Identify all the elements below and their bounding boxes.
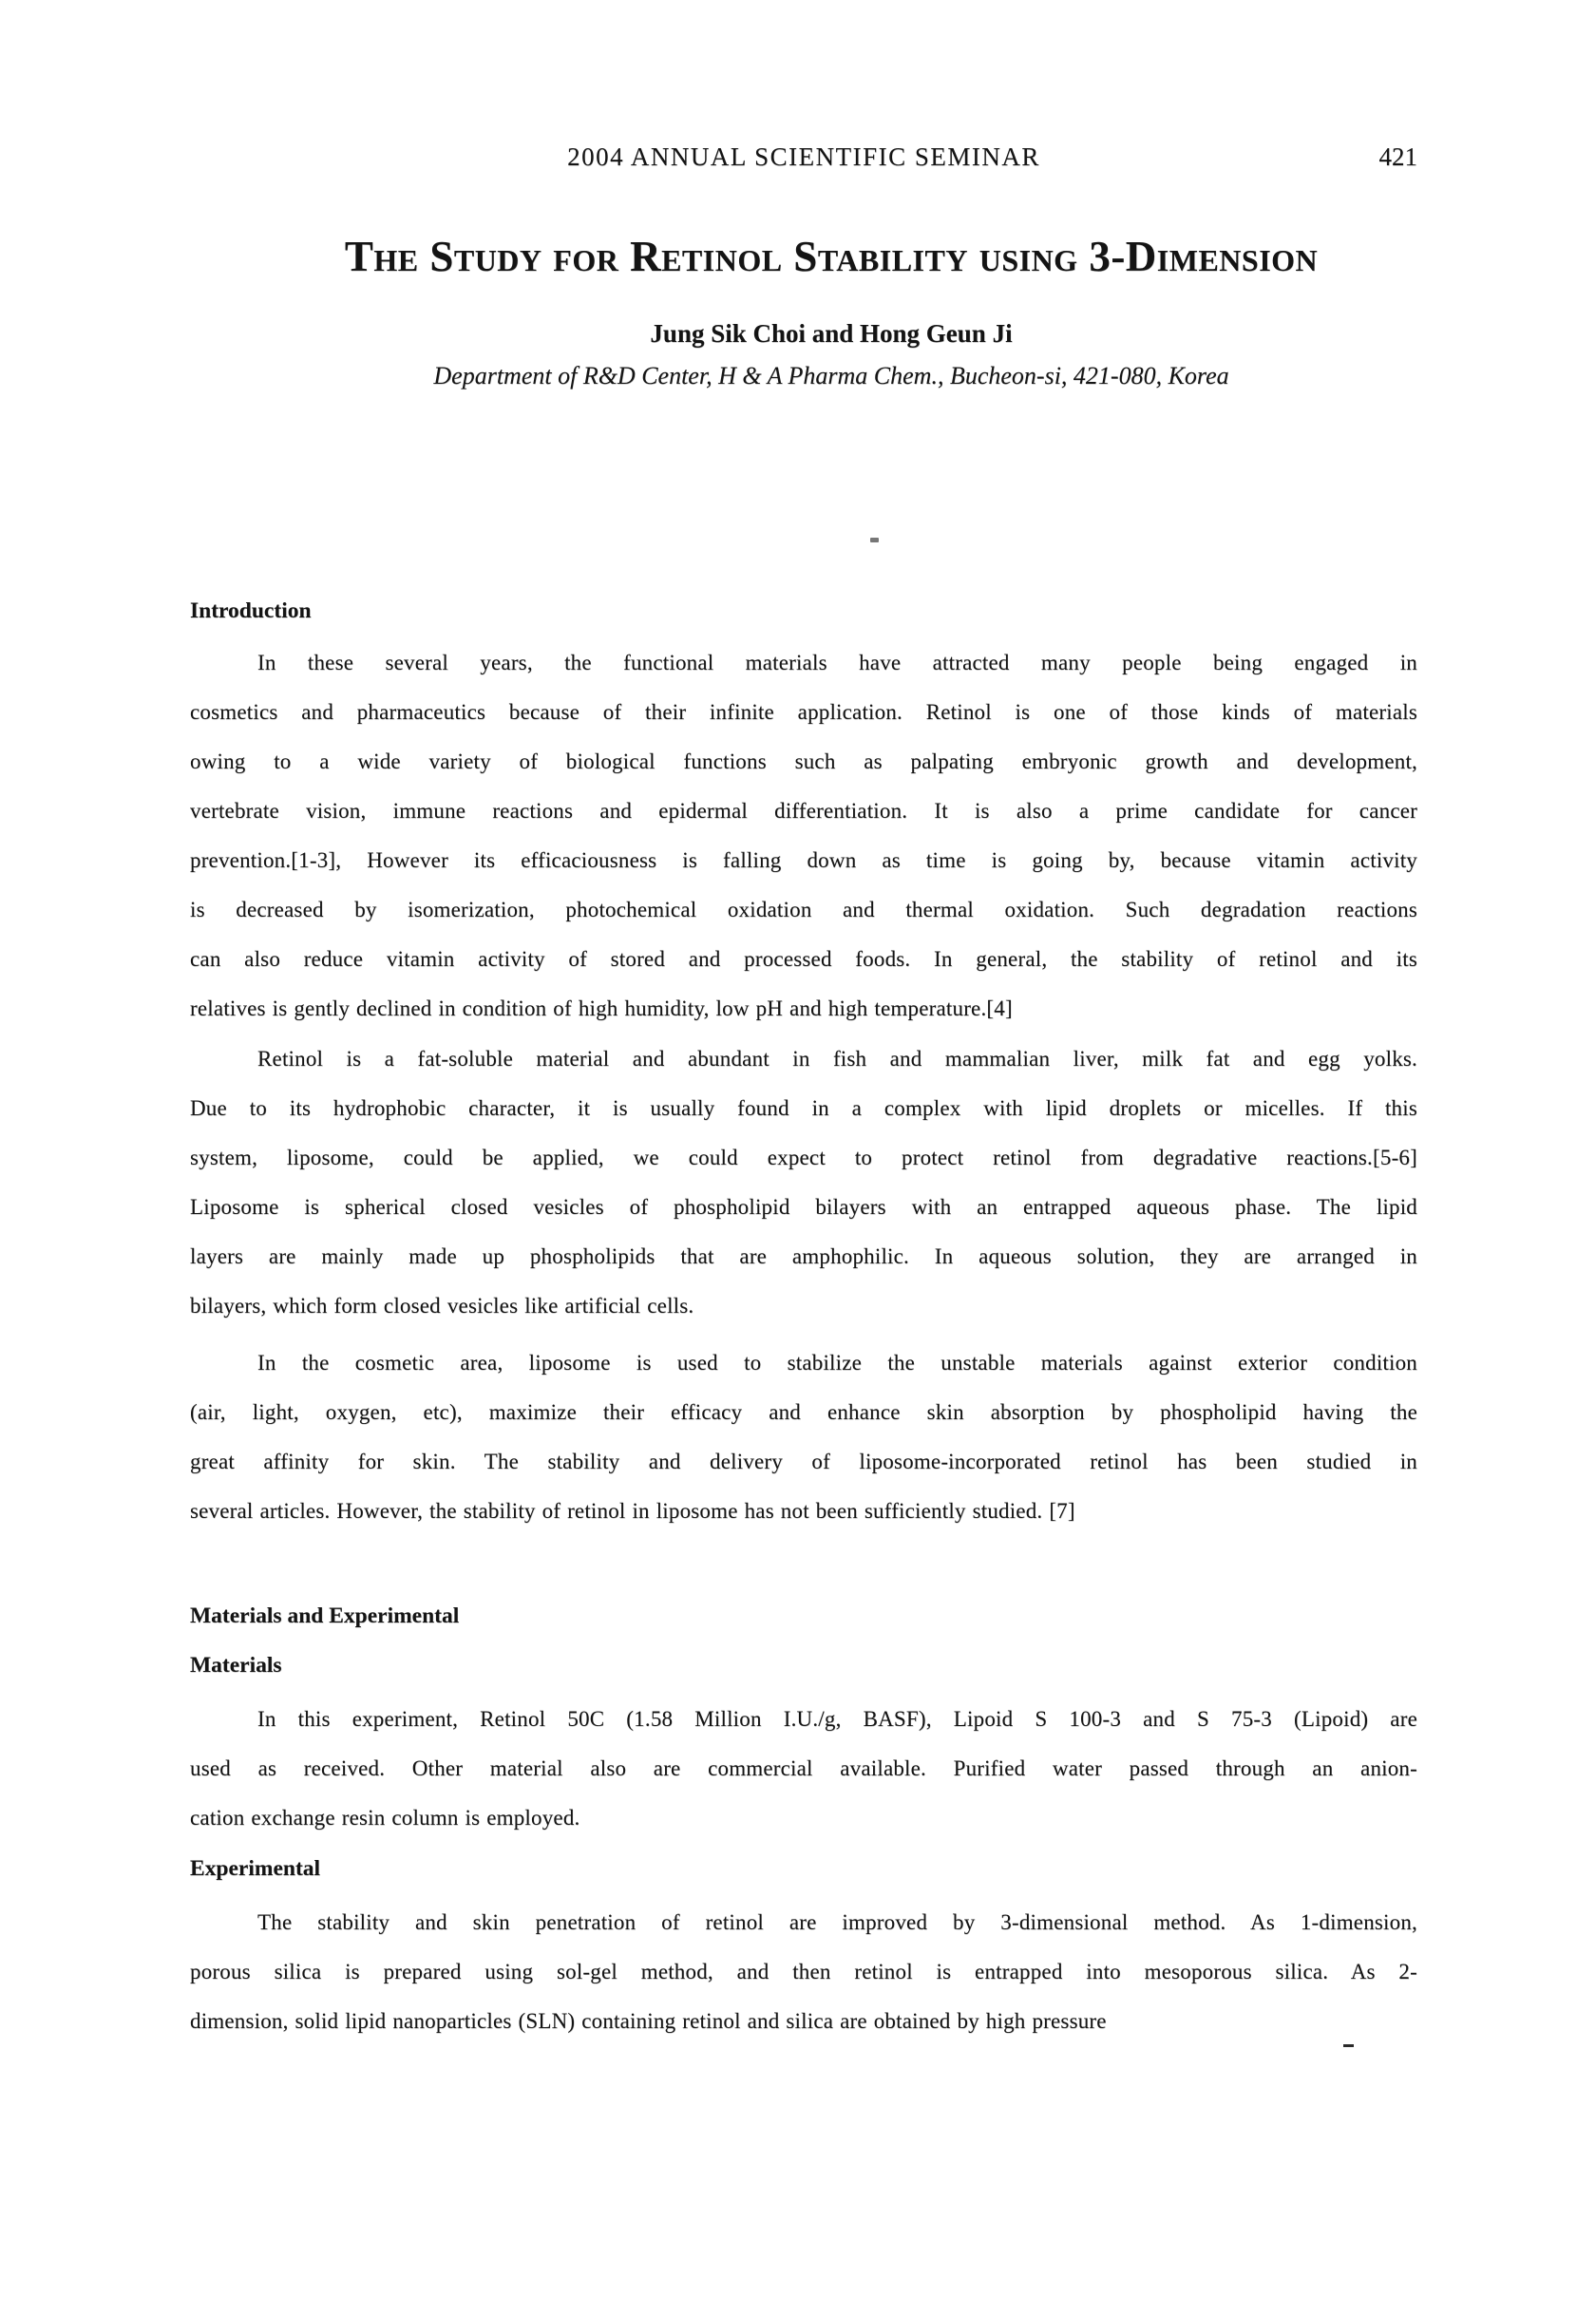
text-line: porous silica is prepared using sol-gel method, and then retinol is entrapped into mesoporous silica. As 2- xyxy=(190,1960,1417,1983)
text-line: is decreased by isomerization, photochemical oxidation and thermal oxidation. Such degradation reactions xyxy=(190,898,1417,921)
text-line: Liposome is spherical closed vesicles of phospholipid bilayers with an entrapped aqueous phase. The lipid xyxy=(190,1195,1417,1219)
text-line: owing to a wide variety of biological functions such as palpating embryonic growth and development, xyxy=(190,750,1417,773)
text-line: used as received. Other material also are commercial available. Purified water passed through an anion- xyxy=(190,1756,1417,1780)
text-line: relatives is gently declined in condition of high humidity, low pH and high temperature.[4] xyxy=(190,996,1013,1020)
text-line: In the cosmetic area, liposome is used to stabilize the unstable materials against exterior condition xyxy=(257,1351,1417,1375)
scan-artifact-speck xyxy=(870,538,879,542)
text-line: dimension, solid lipid nanoparticles (SLN) containing retinol and silica are obtained by high pressure xyxy=(190,2009,1107,2033)
text-line: several articles. However, the stability of retinol in liposome has not been sufficiently studied. [7] xyxy=(190,1499,1075,1523)
materials-paragraph xyxy=(190,1695,1417,1843)
subsection-heading-materials: Materials xyxy=(190,1653,282,1678)
text-line: cosmetics and pharmaceutics because of their infinite application. Retinol is one of those kinds of materials xyxy=(190,700,1417,724)
paper-title: The Study for Retinol Stability using 3-Dimension xyxy=(344,233,1319,280)
text-line: The stability and skin penetration of retinol are improved by 3-dimensional method. As 1-dimension, xyxy=(257,1910,1417,1934)
page-header xyxy=(190,142,1417,175)
text-line: system, liposome, could be applied, we could expect to protect retinol from degradative reactions.[5-6] xyxy=(190,1146,1417,1169)
subsection-heading-experimental: Experimental xyxy=(190,1856,321,1881)
text-line: Due to its hydrophobic character, it is usually found in a complex with lipid droplets or micelles. If this xyxy=(190,1096,1417,1120)
authors-line: Jung Sik Choi and Hong Geun Ji xyxy=(650,319,1013,348)
text-line: cation exchange resin column is employed. xyxy=(190,1806,580,1830)
affiliation-line: Department of R&D Center, H & A Pharma Chem., Bucheon-si, 421-080, Korea xyxy=(433,362,1229,389)
text-line: prevention.[1-3], However its efficaciousness is falling down as time is going by, because vitamin activity xyxy=(190,848,1417,872)
text-line: great affinity for skin. The stability and delivery of liposome-incorporated retinol has been studied in xyxy=(190,1450,1417,1473)
text-line: layers are mainly made up phospholipids that are amphophilic. In aqueous solution, they are arranged in xyxy=(190,1244,1417,1268)
section-heading-materials-and-experimental: Materials and Experimental xyxy=(190,1603,460,1628)
page-number: 421 xyxy=(1378,142,1417,171)
text-line: bilayers, which form closed vesicles like artificial cells. xyxy=(190,1294,694,1318)
section-heading-introduction: Introduction xyxy=(190,598,312,623)
text-line: (air, light, oxygen, etc), maximize their efficacy and enhance skin absorption by phospholipid having the xyxy=(190,1400,1417,1424)
running-head: 2004 ANNUAL SCIENTIFIC SEMINAR xyxy=(567,142,1040,171)
experimental-paragraph xyxy=(190,1898,1417,2046)
text-line: can also reduce vitamin activity of stored and processed foods. In general, the stability of retinol and its xyxy=(190,947,1417,971)
text-line: In these several years, the functional materials have attracted many people being engaged in xyxy=(257,651,1417,674)
scan-artifact-dash xyxy=(1343,2044,1354,2047)
intro-paragraph-2 xyxy=(190,1034,1417,1331)
text-line: Retinol is a fat-soluble material and abundant in fish and mammalian liver, milk fat and egg yolks. xyxy=(257,1047,1417,1071)
text-line: In this experiment, Retinol 50C (1.58 Million I.U./g, BASF), Lipoid S 100-3 and S 75-3 (Lipoid) are xyxy=(257,1707,1417,1731)
intro-paragraph-3 xyxy=(190,1338,1417,1536)
text-line: vertebrate vision, immune reactions and epidermal differentiation. It is also a prime candidate for cancer xyxy=(190,799,1417,823)
intro-paragraph-1 xyxy=(190,638,1417,1034)
